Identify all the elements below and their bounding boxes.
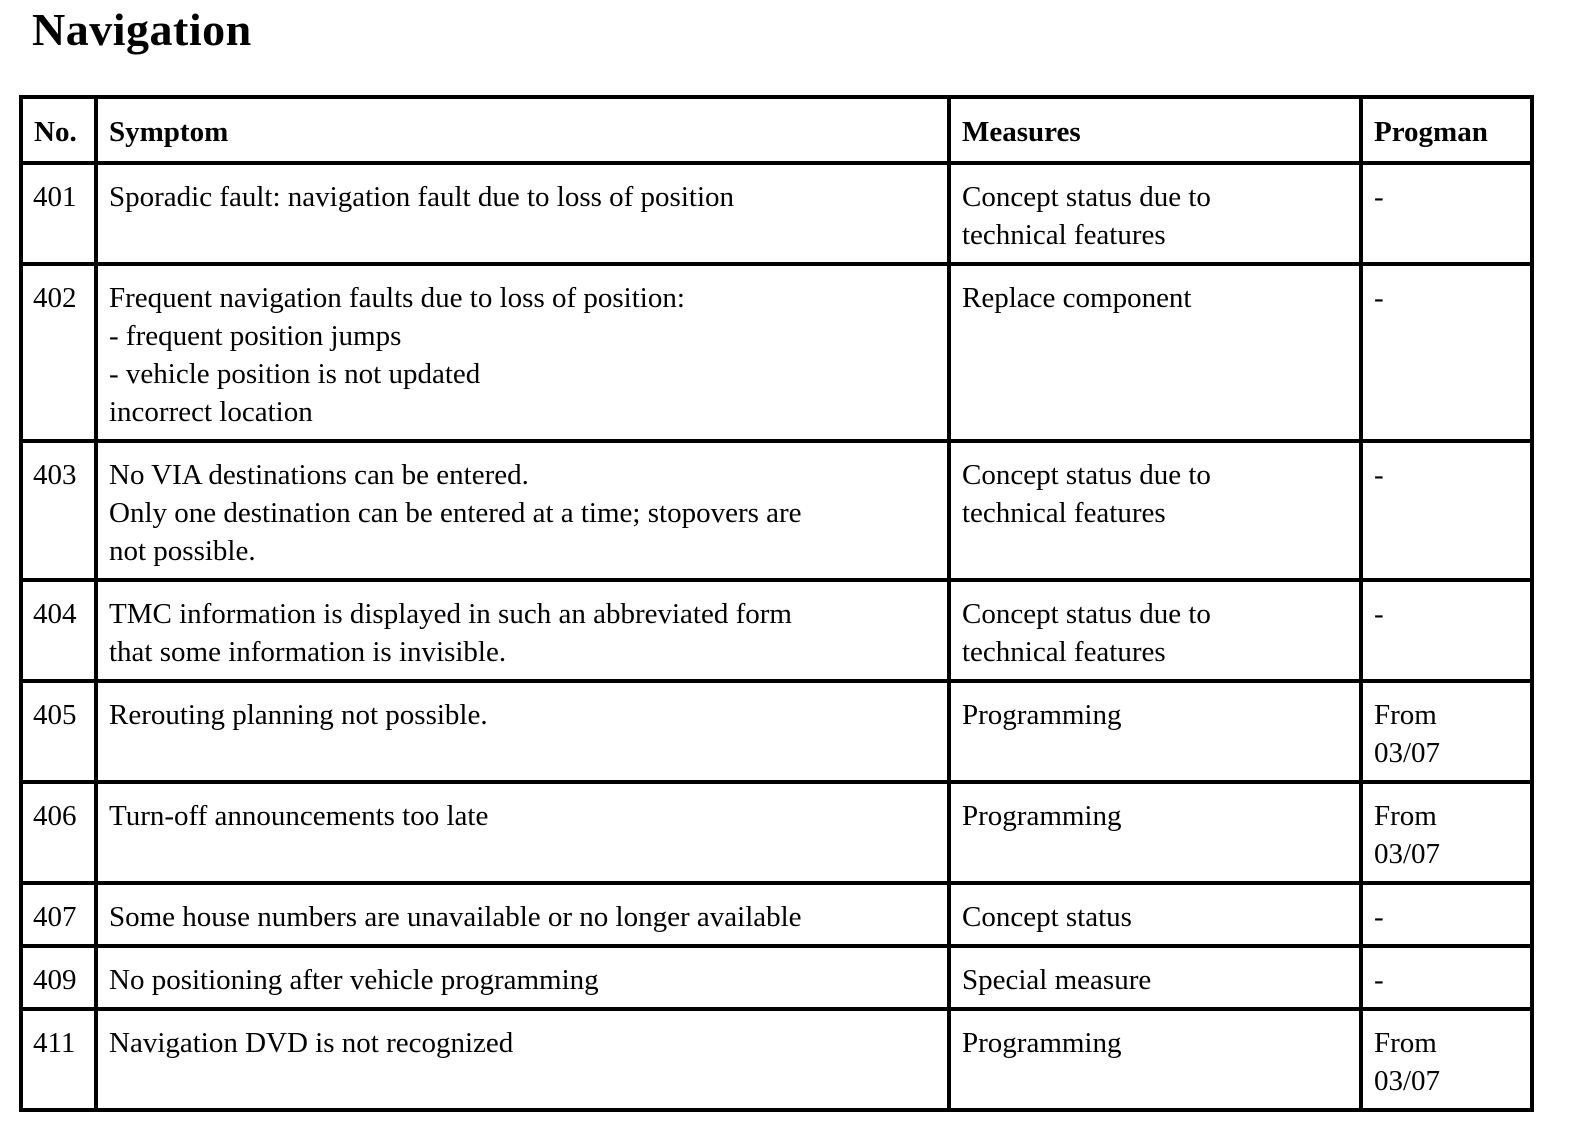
cell-symptom [96, 782, 949, 883]
symptom-line: Sporadic fault: navigation fault due to loss of position [109, 181, 735, 213]
cell-measures [949, 681, 1361, 782]
cell-progman [1361, 580, 1532, 681]
measures-line: Programming [962, 800, 1122, 832]
symptom-line: Rerouting planning not possible. [109, 699, 488, 731]
cell-progman [1361, 441, 1532, 580]
cell-symptom [96, 681, 949, 782]
measures-line: Replace component [962, 282, 1192, 314]
measures-line: Programming [962, 1027, 1122, 1059]
symptom-line: Only one destination can be entered at a time; stopovers are [109, 497, 802, 529]
table-row [21, 264, 1532, 441]
cell-no: 411 [21, 1009, 96, 1110]
progman-line: From [1374, 800, 1437, 832]
table-row [21, 782, 1532, 883]
page-title: Navigation [32, 4, 252, 55]
cell-progman [1361, 264, 1532, 441]
measures-line: Special measure [962, 964, 1152, 996]
table-row [21, 163, 1532, 264]
symptom-line: - vehicle position is not updated [109, 358, 481, 390]
cell-no: 404 [21, 580, 96, 681]
cell-progman [1361, 163, 1532, 264]
progman-line: From [1374, 699, 1437, 731]
measures-line: Concept status due to [962, 459, 1211, 491]
cell-measures [949, 1009, 1361, 1110]
table-row [21, 1009, 1532, 1110]
cell-measures [949, 883, 1361, 946]
symptom-line: Navigation DVD is not recognized [109, 1027, 514, 1059]
symptom-line: Turn-off announcements too late [109, 800, 489, 832]
progman-line: - [1374, 964, 1384, 996]
symptom-line: No VIA destinations can be entered. [109, 459, 529, 491]
cell-symptom [96, 163, 949, 264]
measures-line: Concept status due to [962, 598, 1211, 630]
cell-measures [949, 946, 1361, 1009]
cell-symptom [96, 264, 949, 441]
cell-no: 405 [21, 681, 96, 782]
symptom-line: incorrect location [109, 396, 313, 428]
symptom-line: Some house numbers are unavailable or no longer available [109, 901, 802, 933]
header-progman: Progman [1361, 97, 1532, 163]
cell-symptom [96, 946, 949, 1009]
cell-measures [949, 441, 1361, 580]
table-row [21, 441, 1532, 580]
table-row [21, 681, 1532, 782]
cell-no: 409 [21, 946, 96, 1009]
cell-no: 402 [21, 264, 96, 441]
table-row [21, 946, 1532, 1009]
header-symptom: Symptom [96, 97, 949, 163]
progman-line: - [1374, 598, 1384, 630]
cell-measures [949, 163, 1361, 264]
table-header-row [21, 97, 1532, 163]
symptom-line: not possible. [109, 535, 256, 567]
progman-line: From [1374, 1027, 1437, 1059]
cell-progman [1361, 883, 1532, 946]
cell-progman [1361, 782, 1532, 883]
cell-symptom [96, 883, 949, 946]
symptom-line: Frequent navigation faults due to loss of position: [109, 282, 685, 314]
progman-line: 03/07 [1374, 838, 1441, 870]
cell-no: 406 [21, 782, 96, 883]
table-row [21, 883, 1532, 946]
symptom-line: TMC information is displayed in such an abbreviated form [109, 598, 792, 630]
progman-line: - [1374, 282, 1384, 314]
measures-line: Programming [962, 699, 1122, 731]
progman-line: - [1374, 459, 1384, 491]
cell-progman [1361, 1009, 1532, 1110]
cell-measures [949, 580, 1361, 681]
measures-line: Concept status due to [962, 181, 1211, 213]
cell-measures [949, 264, 1361, 441]
measures-line: Concept status [962, 901, 1132, 933]
measures-line: technical features [962, 636, 1166, 668]
cell-measures [949, 782, 1361, 883]
cell-symptom [96, 1009, 949, 1110]
cell-progman [1361, 946, 1532, 1009]
measures-line: technical features [962, 219, 1166, 251]
symptom-line: - frequent position jumps [109, 320, 402, 352]
table-body [21, 163, 1532, 1110]
progman-line: - [1374, 901, 1384, 933]
progman-line: 03/07 [1374, 737, 1441, 769]
navigation-table [19, 95, 1534, 1112]
cell-no: 401 [21, 163, 96, 264]
cell-no: 407 [21, 883, 96, 946]
progman-line: 03/07 [1374, 1065, 1441, 1097]
cell-symptom [96, 580, 949, 681]
header-no: No. [21, 97, 96, 163]
table-row [21, 580, 1532, 681]
cell-symptom [96, 441, 949, 580]
header-measures: Measures [949, 97, 1361, 163]
measures-line: technical features [962, 497, 1166, 529]
cell-no: 403 [21, 441, 96, 580]
symptom-line: that some information is invisible. [109, 636, 507, 668]
symptom-line: No positioning after vehicle programming [109, 964, 599, 996]
progman-line: - [1374, 181, 1384, 213]
cell-progman [1361, 681, 1532, 782]
